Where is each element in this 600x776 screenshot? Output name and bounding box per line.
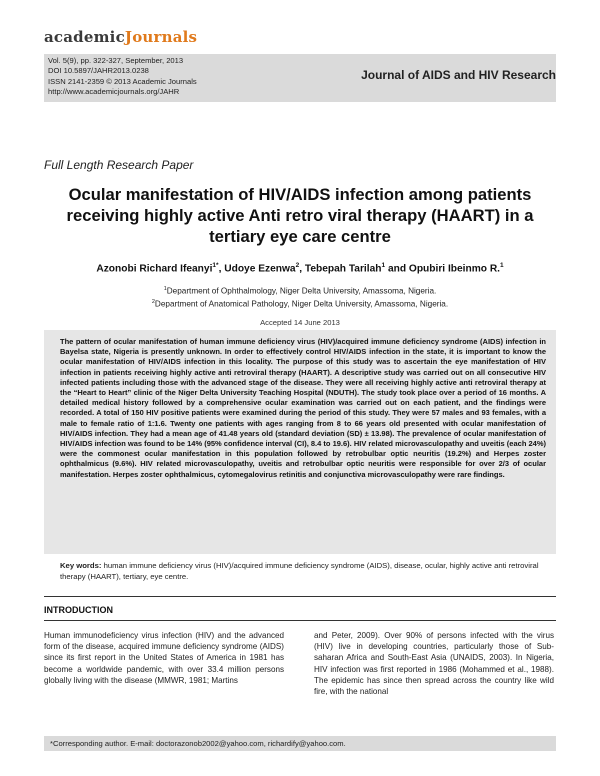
affiliation-line: $^2$Department of Anatomical Pathology, Niger Delta University, Amassoma, Nigeria. xyxy=(151,298,449,309)
body-column-left: Human immunodeficiency virus infection (HIV) and the advanced form of the disease, acquired immune deficiency syndrome (AIDS) since its first report in the United States of America in 1981 has become a worldwide pandemic, with over 33.4 million persons globally living with the disease (MMWR, 1981; Martins xyxy=(44,631,284,685)
author-affil-mark: 1 xyxy=(381,262,386,269)
logo-text-journals: Journals xyxy=(124,28,198,46)
doi-info: DOI 10.5897/JAHR2013.0238 xyxy=(48,66,149,76)
author-affil-mark: 2 xyxy=(295,262,300,269)
abstract-text: The pattern of ocular manifestation of human immune deficiency virus (HIV)/acquired immune deficiency syndrome (AIDS) infection in Bayelsa state, Nigeria is presently unknown. In order to effectively control HIV/AIDS infection in the state, it is important to know the ocular manifestation of HIV/AIDS infection in this locality. The purpose of this study was to ascertain the eye manifestation of HIV infection in patients receiving highly active anti retroviral therapy (HAART). A descriptive study was carried out on all consecutive HIV infected patients including those with the advanced stage of the disease. They were all receiving highly active anti retroviral therapy at the “Heart to Heart” clinic of the Niger Delta University Teaching Hospital (NDUTH). The study took place over a period of 16 months. A detailed medical history followed by a comprehensive ocular examination was carried out on each patient, and the findings were recorded. A total of 150 HIV positive patients were examined during the period of this study. They were 57 males and 93 females, with a male to female ratio of 1:1.6. Twenty one patients with ages ranging from 8 to 66 years old presented with ocular manifestation of HIV/AIDS infection. They had a mean age of 41.48 years old (standard deviation (SD) ± 13.98). The prevalence of ocular manifestation of HIV/AIDS infection was found to be 14% (95% confidence interval (CI), 8.4 to 19.6). HIV related microvasculopathy and uveitis (each 24%) were the commonest ocular manifestation in this population followed by retrobulbar optic neuritis (19.2%) and Herpes zoster ophthalmicus (9.6%). HIV related microvasculopathy, uveitis and retrobulbar optic neuritis were responsible for over 2/3 of ocular manifestation. Herpes zoster ophthalmicus, cytomegalovirus retinitis and conjunctiva microvasculopathy were rare findings. xyxy=(60,337,546,479)
author-name: Azonobi Richard Ifeanyi xyxy=(96,263,213,275)
volume-info: Vol. 5(9), pp. 322-327, September, 2013 xyxy=(48,56,184,65)
body-column-right: and Peter, 2009). Over 90% of persons infected with the virus (HIV) live in developing countries, particularly those of Sub-saharan Africa and South-East Asia (UNAIDS, 2003). In Nigeria, HIV infection was first reported in 1986 (Mohammed et al., 1988). The epidemic has since then spread across the country like wild fire, with the national xyxy=(314,631,554,697)
journal-url[interactable]: http://www.academicjournals.org/JAHR xyxy=(48,87,180,97)
logo-text-academic: academic xyxy=(44,28,125,46)
accepted-date: Accepted 14 June 2013 xyxy=(260,318,340,327)
author-name: Udoye Ezenwa xyxy=(224,263,296,275)
author-name: Opubiri Ibeinmo R. xyxy=(408,263,501,275)
keywords xyxy=(60,560,546,582)
corresponding-author-footnote: *Corresponding author. E-mail: doctorazonob2002@yahoo.com, richardify@yahoo.com. xyxy=(50,739,346,748)
keywords-label: Key words: xyxy=(60,561,102,570)
author-affil-mark: 1 xyxy=(500,262,504,269)
divider xyxy=(44,620,556,621)
affiliations xyxy=(44,284,556,309)
publication-meta xyxy=(48,56,278,98)
affiliation-line: $^1$Department of Ophthalmology, Niger Delta University, Amassoma, Nigeria. xyxy=(163,286,437,296)
paper-title: Ocular manifestation of HIV/AIDS infection among patients receiving highly active Anti retro viral therapy (HAART) in a tertiary eye care centre xyxy=(66,185,534,246)
publisher-logo xyxy=(44,28,197,46)
journal-title: Journal of AIDS and HIV Research xyxy=(361,68,556,82)
keywords-text: human immune deficiency virus (HIV)/acquired immune deficiency syndrome (AIDS), disease, ocular, highly active anti retroviral therapy (HAART), tertiary, eye centre. xyxy=(60,561,539,581)
introduction-heading: INTRODUCTION xyxy=(44,605,113,615)
author-name: Tebepah Tarilah xyxy=(304,263,382,275)
author-list: Azonobi Richard Ifeanyi$^{1*}$, Udoye Ezenwa$^2$, Tebepah Tarilah$^1$ and Opubiri Ibeinmo R.$^1$ xyxy=(96,262,504,275)
divider xyxy=(44,596,556,597)
author-affil-mark: 1* xyxy=(212,262,219,269)
issn-info: ISSN 2141-2359 © 2013 Academic Journals xyxy=(48,76,197,86)
paper-type: Full Length Research Paper xyxy=(44,158,194,172)
